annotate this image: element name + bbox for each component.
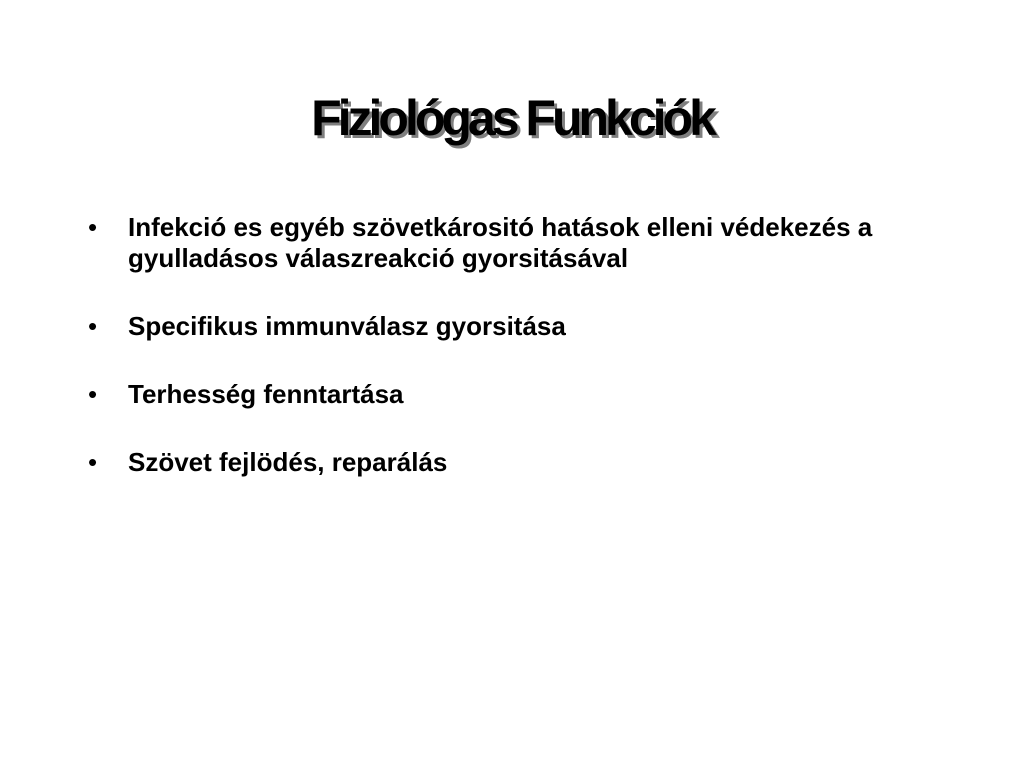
bullet-text: Szövet fejlödés, reparálás bbox=[128, 447, 448, 477]
bullet-marker: • bbox=[88, 379, 98, 409]
bullet-item bbox=[88, 447, 968, 478]
bullet-marker: • bbox=[88, 447, 98, 477]
bullet-text: Specifikus immunválasz gyorsitása bbox=[128, 311, 566, 341]
bullet-text: Terhesség fenntartása bbox=[128, 379, 404, 409]
bullet-list bbox=[88, 212, 968, 515]
bullet-item bbox=[88, 212, 968, 274]
bullet-marker: • bbox=[88, 311, 98, 341]
bullet-marker: • bbox=[88, 212, 98, 242]
bullet-text: Infekció es egyéb szövetkárositó hatások elleni védekezés a gyulladásos válaszreakció gyorsitásával bbox=[128, 212, 873, 273]
bullet-item bbox=[88, 311, 968, 342]
slide-title: Fiziológas Funkciók bbox=[311, 90, 713, 146]
bullet-item bbox=[88, 379, 968, 410]
